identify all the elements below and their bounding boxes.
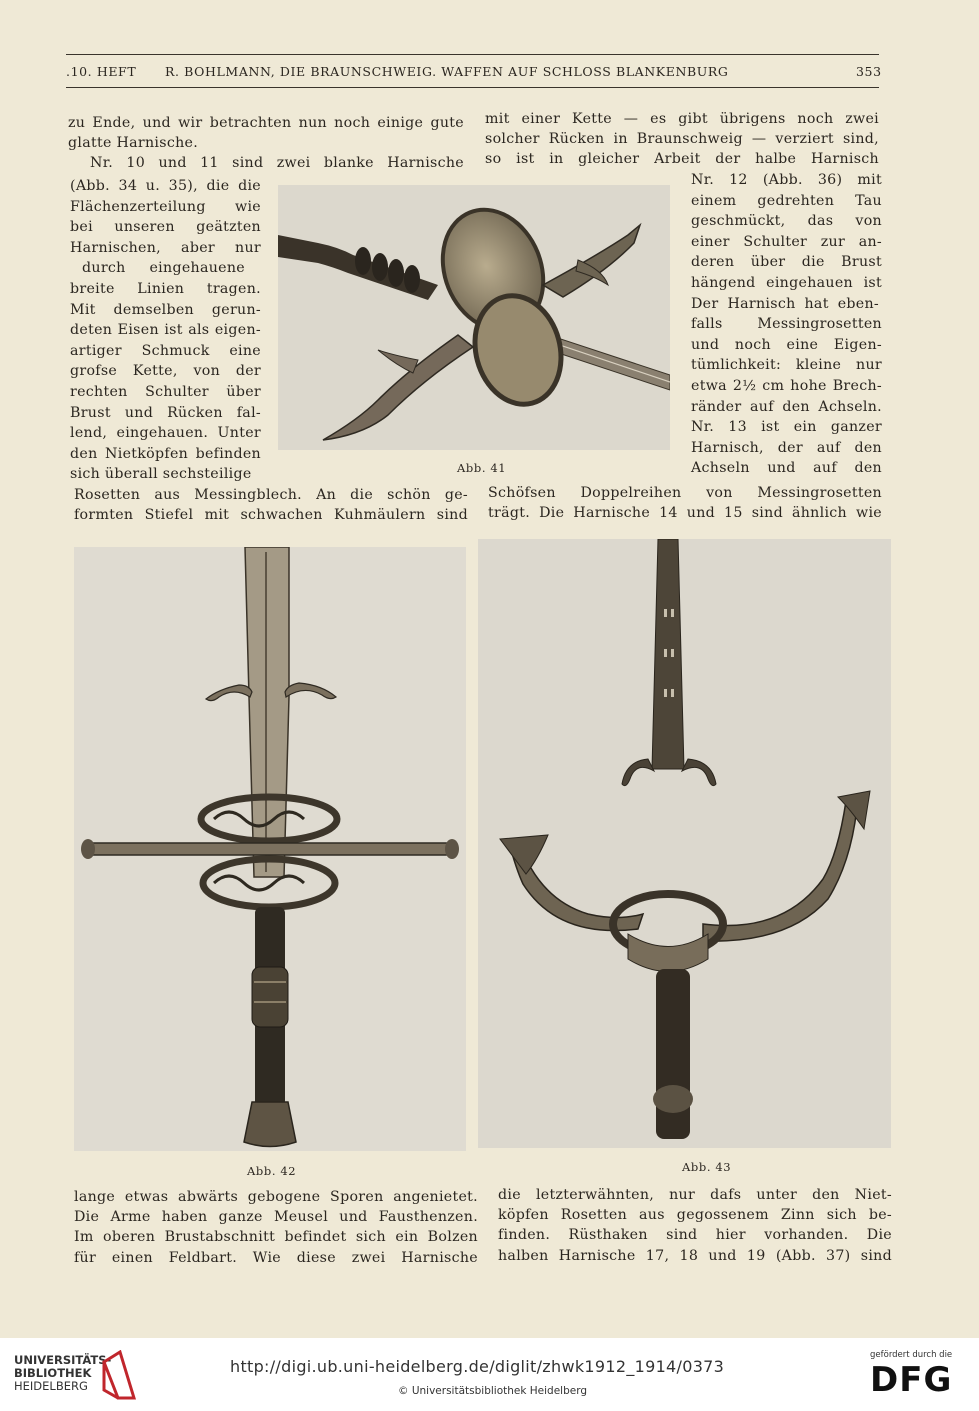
header-page-number: 353 bbox=[856, 64, 882, 79]
text-line: trägt. Die Harnische 14 und 15 sind ähnlich wie bbox=[488, 505, 882, 521]
two-handed-sword-illustration bbox=[478, 539, 891, 1148]
text-line: hängend eingehauen ist bbox=[691, 275, 882, 291]
text-line: mit einer Kette — es gibt übrigens noch zwei bbox=[485, 111, 879, 127]
text-line: einem gedrehten Tau bbox=[691, 192, 882, 209]
header-top-rule bbox=[66, 54, 879, 55]
text-line: Achseln und auf den bbox=[691, 460, 882, 477]
text-line: etwa 2½ cm hohe Brech- bbox=[691, 378, 882, 394]
text-line: Flächenzerteilung wie bbox=[70, 198, 261, 215]
text-line: die letzterwähnten, nur dafs unter den Niet- bbox=[498, 1187, 892, 1203]
text-line: Mit demselben gerun- bbox=[70, 301, 261, 318]
figure-42-caption: Abb. 42 bbox=[247, 1164, 297, 1178]
library-name bbox=[14, 1354, 111, 1393]
header-title: R. BOHLMANN, DIE BRAUNSCHWEIG. WAFFEN AUF SCHLOSS BLANKENBURG bbox=[165, 64, 729, 79]
text-line: den Nietköpfen befinden bbox=[70, 445, 261, 462]
text-line: grofse Kette, von der bbox=[70, 363, 261, 380]
text-line: formten Stiefel mit schwachen Kuhmäulern sind bbox=[74, 507, 468, 523]
text-line: geschmückt, das von bbox=[691, 213, 882, 230]
text-line: und noch eine Eigen- bbox=[691, 336, 882, 353]
library-line: UNIVERSITÄTS- bbox=[14, 1353, 112, 1367]
text-line: tümlichkeit: kleine nur bbox=[691, 357, 882, 374]
text-line: ränder auf den Achseln. bbox=[691, 398, 882, 415]
text-line: artiger Schmuck eine bbox=[70, 342, 261, 359]
text-line: Schöfsen Doppelreihen von Messingrosetten bbox=[488, 485, 882, 501]
text-line: rechten Schulter über bbox=[70, 384, 261, 400]
figure-43-caption: Abb. 43 bbox=[682, 1160, 732, 1174]
text-line: für einen Feldbart. Wie diese zwei Harnische bbox=[74, 1250, 478, 1266]
text-line: halben Harnische 17, 18 und 19 (Abb. 37) sind bbox=[498, 1248, 892, 1264]
sword-hilt-illustration bbox=[278, 185, 670, 450]
text-line: so ist in gleicher Arbeit der halbe Harnisch bbox=[485, 151, 879, 167]
text-line: köpfen Rosetten aus gegossenem Zinn sich be- bbox=[498, 1207, 892, 1223]
text-line: Nr. 13 ist ein ganzer bbox=[691, 419, 882, 436]
text-line: zu Ende, und wir betrachten nun noch einige gute bbox=[68, 115, 464, 131]
funder-note: gefördert durch die bbox=[870, 1350, 953, 1360]
text-line: Nr. 10 und 11 sind zwei blanke Harnische bbox=[90, 155, 464, 171]
text-line: falls Messingrosetten bbox=[691, 316, 882, 333]
figure-41-photo bbox=[278, 185, 670, 450]
text-line: lend, eingehauen. Unter bbox=[70, 425, 261, 442]
text-line: deren über die Brust bbox=[691, 254, 882, 271]
text-line: durch eingehauene bbox=[82, 260, 245, 277]
text-line: Harnisch, der auf den bbox=[691, 439, 882, 456]
footer-bar bbox=[0, 1338, 979, 1411]
two-handed-sword-illustration bbox=[74, 547, 466, 1151]
copyright-note: © Universitätsbibliothek Heidelberg bbox=[398, 1385, 588, 1397]
text-line: Rosetten aus Messingblech. An die schön ge- bbox=[74, 487, 468, 503]
header-bottom-rule bbox=[66, 87, 879, 88]
text-line: solcher Rücken in Braunschweig — verziert sind, bbox=[485, 131, 879, 147]
dfg-logo-icon: DFG bbox=[870, 1360, 953, 1400]
text-line: einer Schulter zur an- bbox=[691, 233, 882, 250]
text-line: bei unseren geätzten bbox=[70, 219, 261, 236]
text-line: Im oberen Brustabschnitt befindet sich ein Bolzen bbox=[74, 1229, 478, 1245]
library-logo-icon bbox=[100, 1350, 140, 1402]
text-line: Nr. 12 (Abb. 36) mit bbox=[691, 172, 882, 188]
text-line: breite Linien tragen. bbox=[70, 281, 261, 297]
source-url-link[interactable]: http://digi.ub.uni-heidelberg.de/diglit/zhwk1912_1914/0373 bbox=[230, 1357, 725, 1376]
text-line: Der Harnisch hat eben- bbox=[691, 295, 879, 312]
text-line: deten Eisen ist als eigen- bbox=[70, 322, 261, 339]
figure-41-caption: Abb. 41 bbox=[457, 461, 507, 475]
text-line: (Abb. 34 u. 35), die die bbox=[70, 178, 261, 194]
text-line: sich überall sechsteilige bbox=[70, 466, 252, 483]
text-line: finden. Rüsthaken sind hier vorhanden. Die bbox=[498, 1227, 892, 1243]
library-line: BIBLIOTHEK bbox=[14, 1366, 92, 1380]
figure-42-photo bbox=[74, 547, 466, 1151]
text-line: Brust und Rücken fal- bbox=[70, 404, 261, 421]
library-line: HEIDELBERG bbox=[14, 1379, 88, 1393]
header-issue: .10. HEFT bbox=[66, 64, 137, 79]
text-line: glatte Harnische. bbox=[68, 135, 199, 151]
text-line: Die Arme haben ganze Meusel und Fausthenzen. bbox=[74, 1209, 478, 1225]
figure-43-photo bbox=[478, 539, 891, 1148]
text-line: Harnischen, aber nur bbox=[70, 239, 261, 256]
text-line: lange etwas abwärts gebogene Sporen angenietet. bbox=[74, 1189, 478, 1205]
